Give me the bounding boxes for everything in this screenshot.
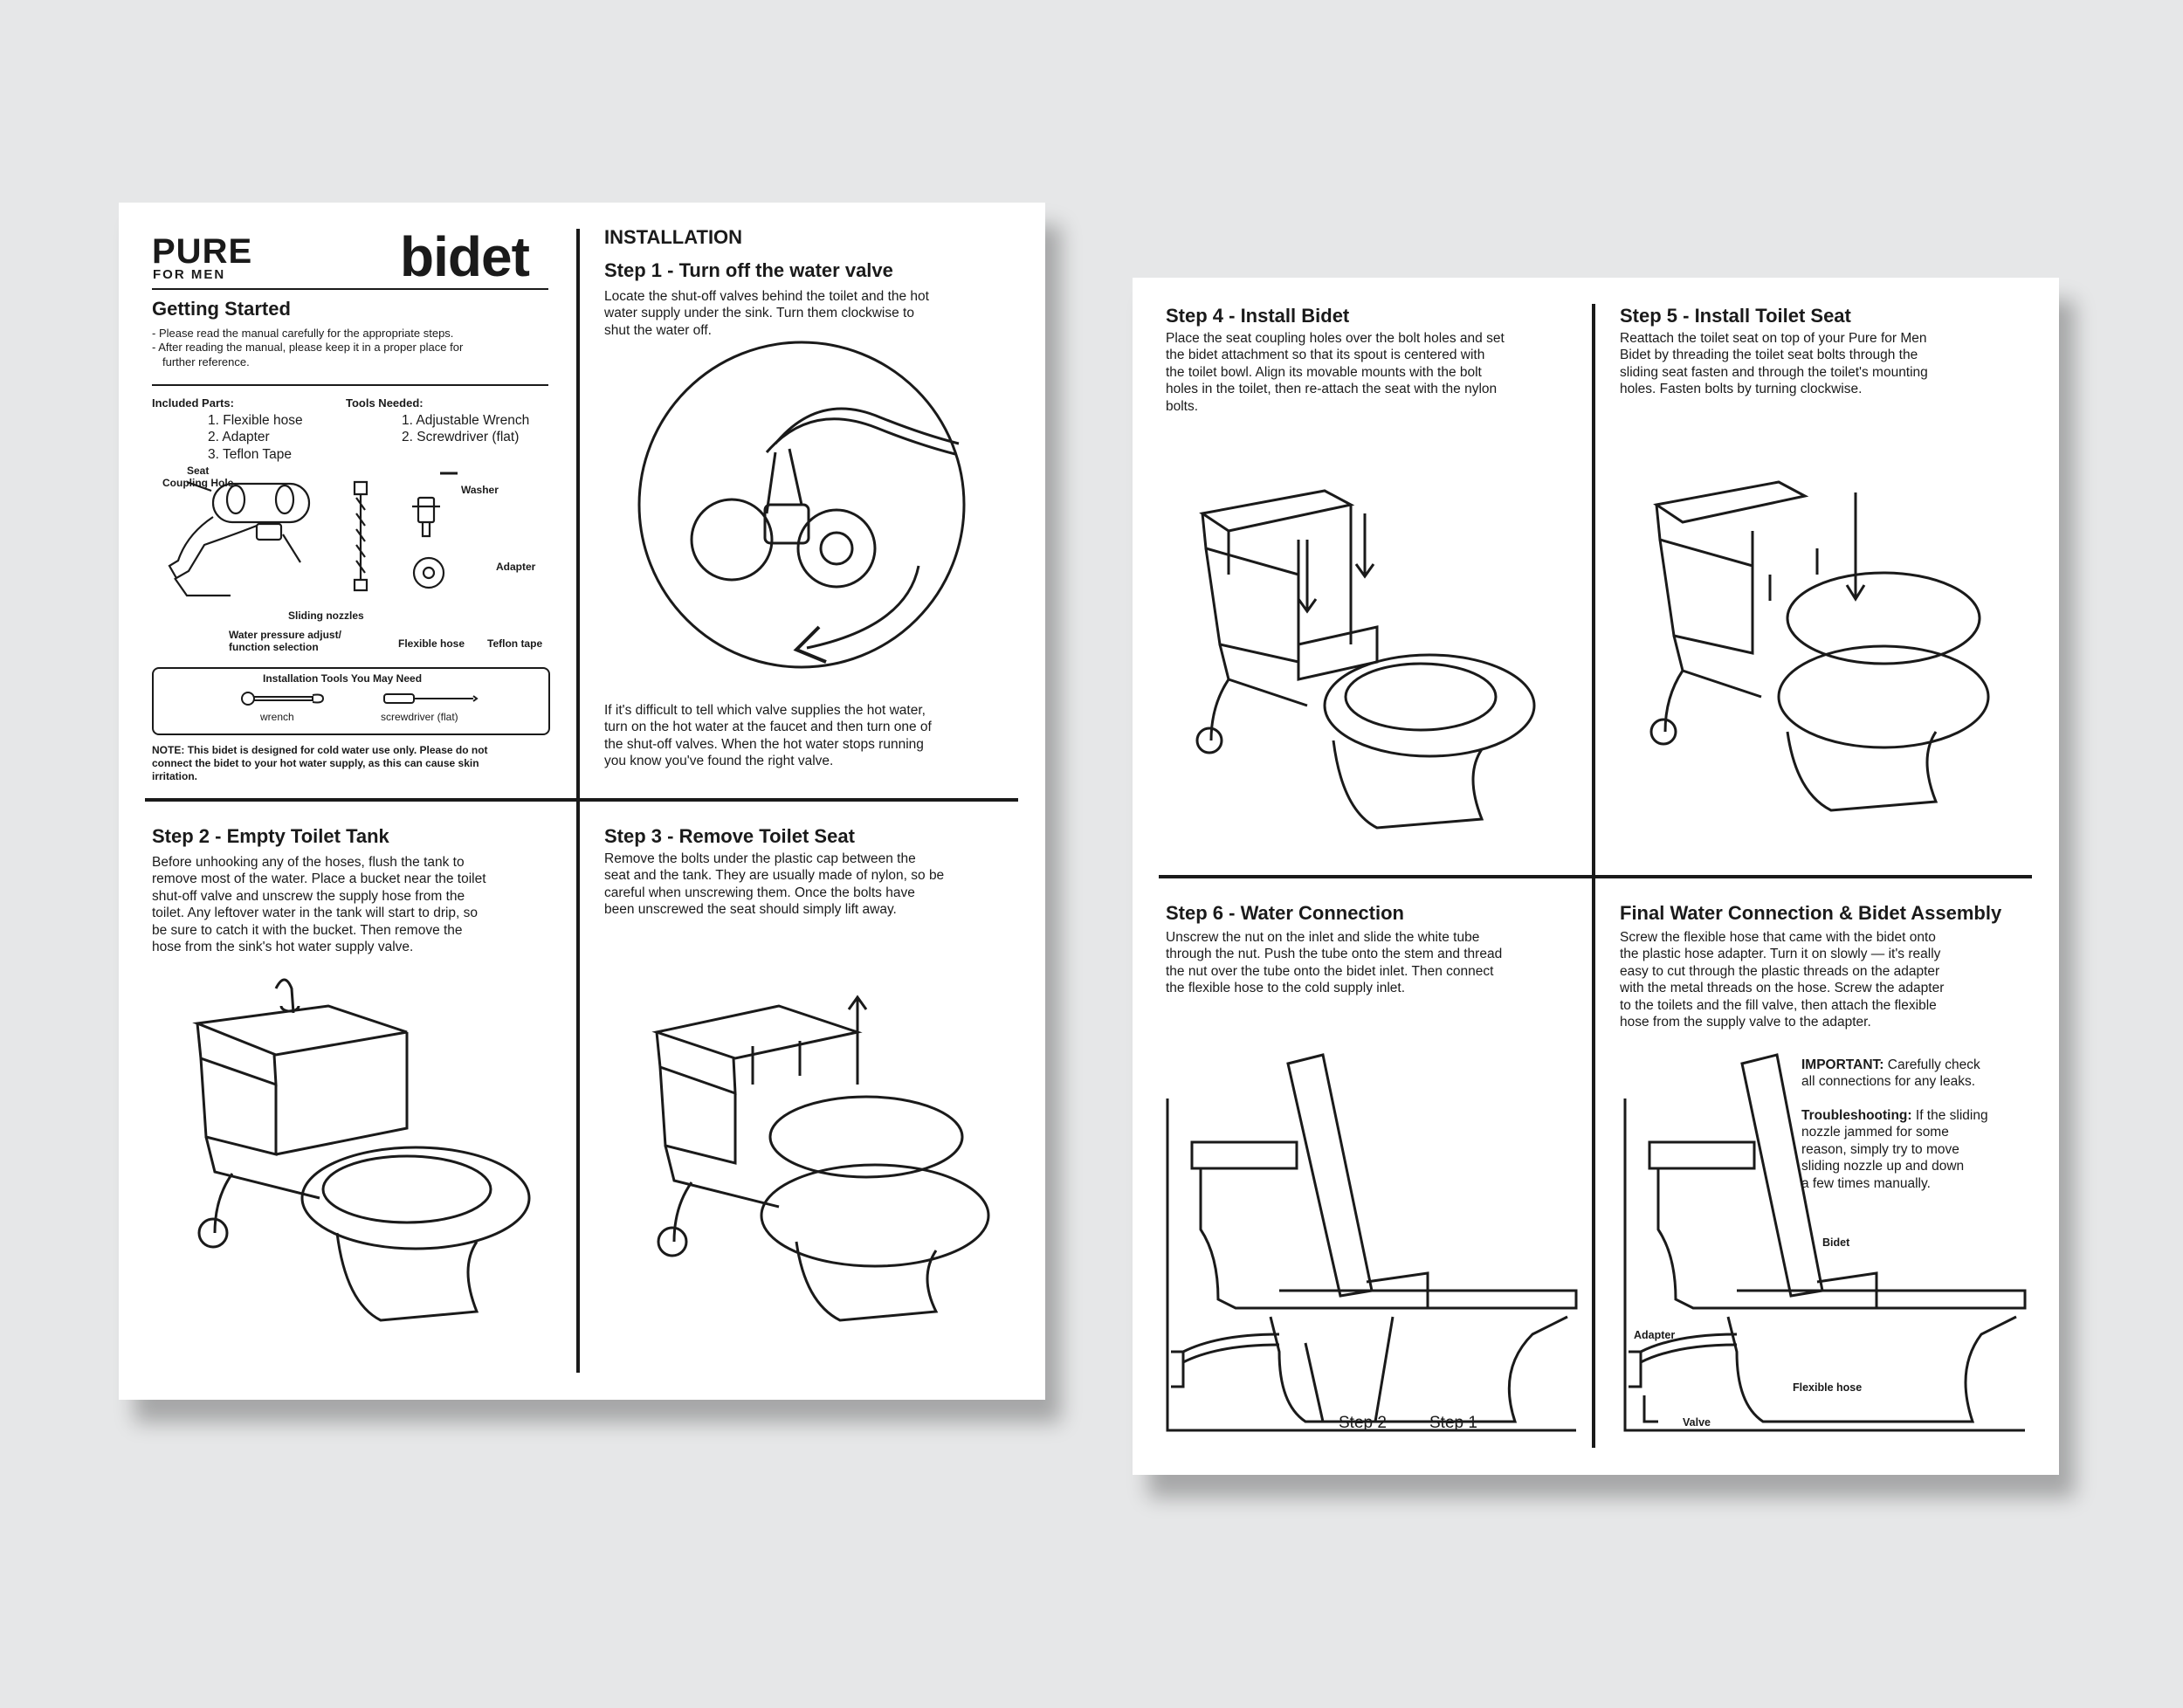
label-seat: Seat	[187, 465, 210, 477]
getting-started-rule	[152, 384, 548, 386]
manual-page-left	[119, 203, 1045, 1400]
manual-page-right	[1133, 278, 2059, 1475]
cold-water-note: NOTE: This bidet is designed for cold water use only. Please do not connect the bidet to your hot water supply, as this can cause skin irritation.	[152, 744, 488, 782]
final-label-bidet: Bidet	[1822, 1236, 1850, 1249]
brand-bidet: bidet	[400, 225, 529, 288]
label-sliding-nozzles: Sliding nozzles	[288, 610, 364, 622]
label-coupling-hole: Coupling Hole	[162, 477, 234, 489]
getting-started-title: Getting Started	[152, 298, 291, 320]
wrench-icon	[239, 690, 327, 707]
step1-valve-illustration	[636, 339, 968, 671]
brand-rule	[152, 288, 548, 290]
step2-toilet-illustration	[180, 971, 547, 1338]
installation-title: INSTALLATION	[604, 226, 743, 248]
final-label-valve: Valve	[1683, 1416, 1711, 1429]
step5-title: Step 5 - Install Toilet Seat	[1620, 305, 1851, 327]
label-adapter: Adapter	[496, 561, 536, 573]
divider-horizontal	[1159, 875, 2032, 878]
getting-started-notes: - Please read the manual carefully for the appropriate steps. - After reading the manual, please keep it in a proper place for further reference.	[152, 327, 464, 368]
divider-horizontal	[145, 798, 1018, 802]
label-water-pressure-1: Water pressure adjust/	[229, 629, 341, 641]
final-label-adapter: Adapter	[1634, 1329, 1676, 1341]
final-text: Screw the flexible hose that came with the bidet onto the plastic hose adapter. Turn it on slowly — it's really easy to cut through the plastic threads on the adapter with the metal threads on the hose. Screw the adapter to the toilets and the fill valve, then attach the flexible hose from the supply valve to the adapter.	[1620, 930, 1945, 1030]
step4-text: Place the seat coupling holes over the bolt holes and set the bidet attachment so that its spout is centered with the toilet bowl. Align its movable mounts with the bolt holes in the toilet, then re-attach the seat with the nylon bolts.	[1166, 331, 1505, 414]
tools-box-wrench: wrench	[260, 711, 294, 723]
step6-label-step2: Step 2	[1339, 1414, 1387, 1432]
step6-text: Unscrew the nut on the inlet and slide the white tube through the nut. Push the tube onto the stem and thread the nut over the tube onto the bidet inlet. Then connect the flexible hose to the cold supply inlet.	[1166, 930, 1503, 996]
final-title: Final Water Connection & Bidet Assembly	[1620, 902, 2002, 924]
step6-title: Step 6 - Water Connection	[1166, 902, 1404, 924]
included-parts-list: 1. Flexible hose 2. Adapter 3. Teflon Tape	[208, 413, 303, 462]
label-water-pressure-2: function selection	[229, 641, 319, 653]
step2-text: Before unhooking any of the hoses, flush the tank to remove most of the water. Place a bucket near the toilet shut-off valve and unscrew the supply hose from the toilet. Any leftover water in the tank will start to drip, so be sure to catch it with the bucket. Then remove the hose from the sink's hot water supply valve.	[152, 855, 486, 954]
step5-text: Reattach the toilet seat on top of your Pure for Men Bidet by threading the toilet seat bolts through the sliding seat fasten and through the toilet's mounting holes. Fasten bolts by turning clockwise.	[1620, 331, 1928, 397]
step3-toilet-illustration	[639, 962, 1006, 1329]
label-washer: Washer	[461, 484, 499, 496]
tools-needed-title: Tools Needed:	[346, 396, 424, 410]
step1-tip: If it's difficult to tell which valve supplies the hot water, turn on the hot water at the faucet and then turn one of the shut-off valves. When the hot water stops running you know you've found the right valve.	[604, 703, 932, 769]
screwdriver-icon	[382, 692, 479, 706]
tools-needed-list: 1. Adjustable Wrench 2. Screwdriver (flat)	[402, 413, 530, 445]
brand-for-men: FOR MEN	[153, 267, 226, 282]
brand-pure: PURE	[152, 232, 253, 271]
step1-title: Step 1 - Turn off the water valve	[604, 259, 893, 281]
included-parts-title: Included Parts:	[152, 396, 234, 410]
step5-toilet-illustration	[1648, 452, 1997, 819]
tools-box-title: Installation Tools You May Need	[263, 672, 423, 685]
step3-title: Step 3 - Remove Toilet Seat	[604, 825, 855, 847]
step1-text: Locate the shut-off valves behind the toilet and the hot water supply under the sink. Turn them clockwise to shut the water off.	[604, 289, 929, 338]
step6-label-step1: Step 1	[1429, 1414, 1477, 1432]
step3-text: Remove the bolts under the plastic cap between the seat and the tank. They are usually made of nylon, so be careful when unscrewing them. Once the bolts have been unscrewed the seat should simply lift away.	[604, 851, 945, 918]
step6-connection-illustration	[1166, 1055, 1576, 1439]
final-important: IMPORTANT: Carefully check all connections for any leaks.	[1801, 1057, 1980, 1090]
tools-box-screwdriver: screwdriver (flat)	[381, 711, 458, 723]
step4-toilet-illustration	[1194, 479, 1543, 845]
label-teflon-tape: Teflon tape	[487, 637, 543, 650]
final-troubleshooting: Troubleshooting: If the sliding nozzle jammed for some reason, simply try to move sliding nozzle up and down a few times manually.	[1801, 1108, 1988, 1191]
step2-title: Step 2 - Empty Toilet Tank	[152, 825, 389, 847]
step4-title: Step 4 - Install Bidet	[1166, 305, 1350, 327]
final-label-flexible-hose: Flexible hose	[1793, 1381, 1863, 1394]
label-flexible-hose: Flexible hose	[398, 637, 465, 650]
